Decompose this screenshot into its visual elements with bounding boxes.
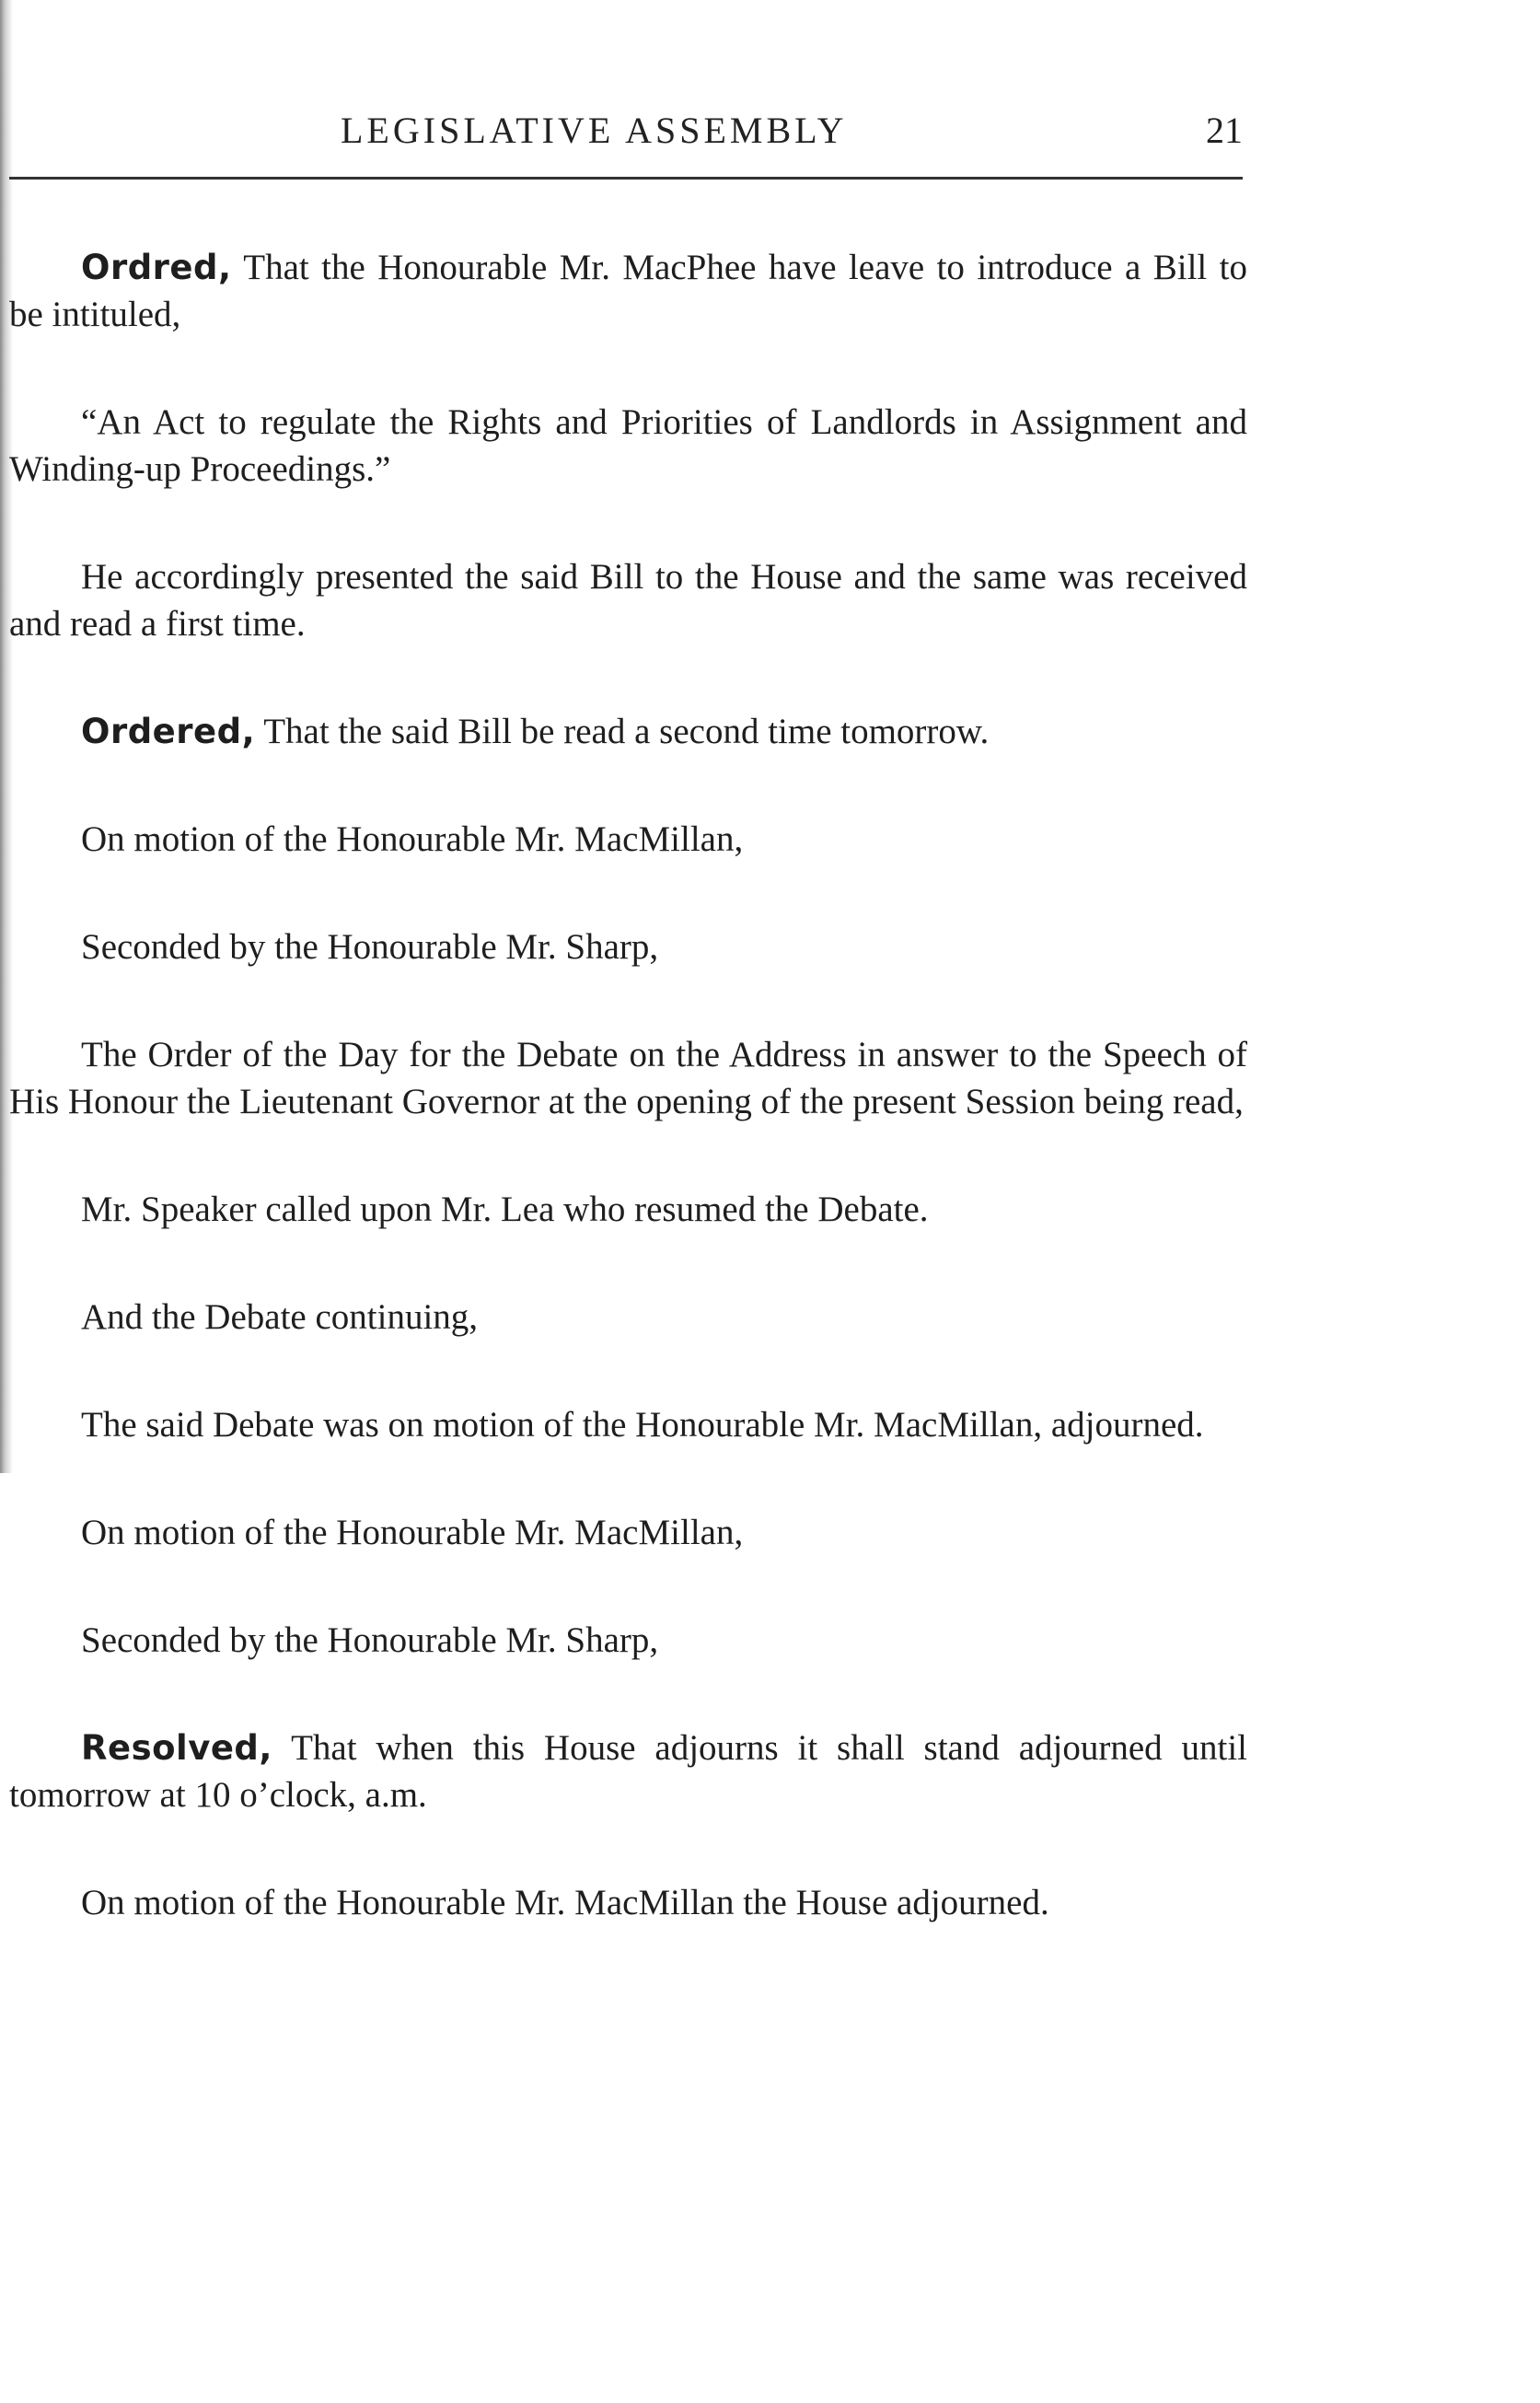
paragraph-text: Seconded by the Honourable Mr. Sharp, <box>81 1620 659 1660</box>
paragraph-lead: Resolved, <box>81 1728 272 1768</box>
paragraph-order-leave <box>9 244 1247 338</box>
paragraph-resolved <box>9 1724 1247 1818</box>
paragraph-text: The said Debate was on motion of the Honourable Mr. MacMillan, adjourned. <box>81 1405 1204 1445</box>
paragraph-text: And the Debate continuing, <box>81 1297 479 1337</box>
paragraph-house-adjourned <box>9 1879 1247 1926</box>
paragraph-seconded-2 <box>9 1617 1247 1664</box>
paragraph-text: Seconded by the Honourable Mr. Sharp, <box>81 927 659 967</box>
running-header <box>18 109 1243 164</box>
paragraph-text: He accordingly presented the said Bill to the House and the same was received and read a first time. <box>9 557 1247 644</box>
paragraph-text: That when this House adjourns it shall stand adjourned until tomorrow at 10 o’clock, a.m. <box>9 1728 1247 1815</box>
header-rule <box>9 177 1243 180</box>
paragraph-order-of-day <box>9 1031 1247 1125</box>
paragraph-lead: Ordred, <box>81 248 232 287</box>
paragraph-seconded <box>9 923 1247 970</box>
paragraph-debate-adjourned <box>9 1401 1247 1448</box>
paragraph-text: On motion of the Honourable Mr. MacMillan, <box>81 819 744 859</box>
paragraph-text: On motion of the Honourable Mr. MacMillan the House adjourned. <box>81 1883 1049 1922</box>
paragraph-text: On motion of the Honourable Mr. MacMillan, <box>81 1513 744 1552</box>
paragraph-text: The Order of the Day for the Debate on the Address in answer to the Speech of His Honour the Lieutenant Governor at the opening of the present Session being read, <box>9 1035 1247 1121</box>
paragraph-lead: Ordered, <box>81 712 256 751</box>
paragraph-speaker <box>9 1186 1247 1233</box>
paragraph-text: Mr. Speaker called upon Mr. Lea who resumed the Debate. <box>81 1190 929 1229</box>
paragraph-motion <box>9 816 1247 863</box>
paragraph-debate-continuing <box>9 1294 1247 1341</box>
paragraph-motion-2 <box>9 1509 1247 1556</box>
paragraph-first-reading <box>9 553 1247 647</box>
page-number: 21 <box>1206 110 1243 151</box>
paragraph-second-reading-order <box>9 708 1247 755</box>
paragraph-text: That the said Bill be read a second time tomorrow. <box>255 712 990 751</box>
header-title: LEGISLATIVE ASSEMBLY <box>341 110 848 151</box>
paragraph-text: “An Act to regulate the Rights and Priorities of Landlords in Assignment and Winding-up Proceedings.” <box>9 402 1247 489</box>
journal-body <box>9 244 1247 1987</box>
paragraph-text: That the Honourable Mr. MacPhee have leave to introduce a Bill to be intituled, <box>9 248 1247 334</box>
paragraph-bill-title <box>9 399 1247 493</box>
